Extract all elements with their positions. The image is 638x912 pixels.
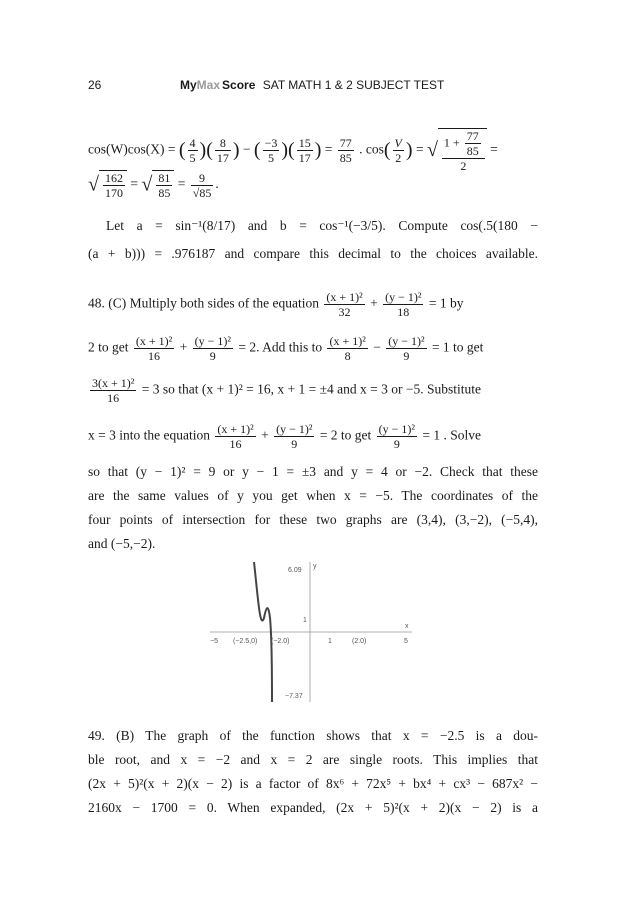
- brand-my: My: [180, 78, 197, 92]
- p48-line-2: 2 to get $\frac{\text{(x + 1)²}}{16}$ + $\frac{\text{(y − 1)²}}{9}$ = 2. Add this to $\frac{\text{(x + 1)²}}{8}$ − $\frac{\text{(y − 1)²}}{9}$ = 1 to get: [88, 334, 484, 363]
- p49-line-2: ble root, and x = −2 and x = 2 are single roots. This implies that: [88, 752, 538, 767]
- label-root2: (−2.0): [271, 638, 290, 645]
- book-title: SAT MATH 1 & 2 SUBJECT TEST: [262, 78, 445, 92]
- sqrt-expression: √ 1 + $\frac{77}{85}$ 2: [427, 128, 487, 173]
- frac-v-2: $\frac{V}{2}$: [394, 136, 402, 165]
- label-x-left: −5: [210, 638, 218, 645]
- brand-logo: [180, 78, 444, 92]
- label-y-bottom: −7.37: [285, 693, 303, 700]
- cos-w-cos-x: cos(W)cos(X) =: [88, 141, 176, 157]
- p48-line-8: and (−5,−2).: [88, 536, 156, 551]
- let-line-2: (a + b))) = .976187 and compare this decimal to the choices available.: [88, 246, 538, 261]
- calc-line-1: cos(W)cos(X) = ( $\frac{4}{5}$ )( $\frac{8}{17}$ ) − ( $\frac{-3}{5}$ )( $\frac{15}{17}$ ) = $\frac{77}{85}$ . cos( $\frac{V}{2}$ ) = √ 1 + $\frac{77}{85}$ 2 =: [88, 129, 498, 173]
- frac-neg3-5: $\frac{-3}{5}$: [264, 136, 278, 165]
- let-line-1: Let a = sin⁻¹(8/17) and b = cos⁻¹(−3/5). Compute cos(.5(180 −: [106, 218, 538, 233]
- calc-line-2: √ $\frac{162}{170}$ = √ $\frac{81}{85}$ = $\frac{9}{√85}$ .: [88, 170, 219, 200]
- p48-line-4: x = 3 into the equation $\frac{\text{(x + 1)²}}{16}$ + $\frac{\text{(y − 1)²}}{9}$ = 2 to get $\frac{\text{(y − 1)²}}{9}$ = 1 . Solve: [88, 422, 482, 451]
- frac-4-5: $\frac{4}{5}$: [189, 136, 196, 165]
- graph-svg: [200, 558, 420, 706]
- label-x-axis: x: [405, 623, 409, 630]
- brand-score: Score: [222, 78, 256, 92]
- frac-15-17: $\frac{15}{17}$: [298, 136, 311, 165]
- p48-line-3: $\frac{\text{3(x + 1)²}}{16}$ = 3 so that (x + 1)² = 16, x + 1 = ±4 and x = 3 or −5. Substitute: [92, 376, 481, 405]
- function-graph: [200, 558, 420, 706]
- label-root3: (2.0): [352, 638, 367, 645]
- label-y-axis: y: [313, 563, 317, 570]
- p48-line-5: so that (y − 1)² = 9 or y − 1 = ±3 and y = 4 or −2. Check that these: [88, 464, 538, 479]
- p49-line-1: 49. (B) The graph of the function shows that x = −2.5 is a dou-: [88, 728, 538, 743]
- page-number: 26: [88, 78, 102, 92]
- label-root1: (−2.5,0): [233, 638, 258, 645]
- brand-max: Max: [196, 78, 221, 92]
- p48-line-7: four points of intersection for these two graphs are (3,4), (3,−2), (−5,4),: [88, 512, 538, 527]
- label-y-top: 6.09: [288, 567, 302, 574]
- label-one-x: 1: [328, 638, 332, 645]
- p49-line-4: 2160x − 1700 = 0. When expanded, (2x + 5)²(x + 2)(x − 2) is a: [88, 800, 538, 815]
- page-header: [88, 78, 558, 96]
- p48-line-1: 48. (C) Multiply both sides of the equation $\frac{\text{(x + 1)²}}{32}$ + $\frac{\text{(y − 1)²}}{18}$ = 1 by: [88, 290, 464, 319]
- label-one-y: 1: [303, 617, 307, 624]
- p48-line-6: are the same values of y you get when x = −5. The coordinates of the: [88, 488, 538, 503]
- p49-line-3: (2x + 5)²(x + 2)(x − 2) is a factor of 8x⁶ + 72x⁵ + bx⁴ + cx³ − 687x² −: [88, 776, 538, 791]
- frac-8-17: $\frac{8}{17}$: [216, 136, 229, 165]
- frac-77-85: $\frac{77}{85}$: [339, 136, 352, 165]
- label-x-right: 5: [404, 638, 408, 645]
